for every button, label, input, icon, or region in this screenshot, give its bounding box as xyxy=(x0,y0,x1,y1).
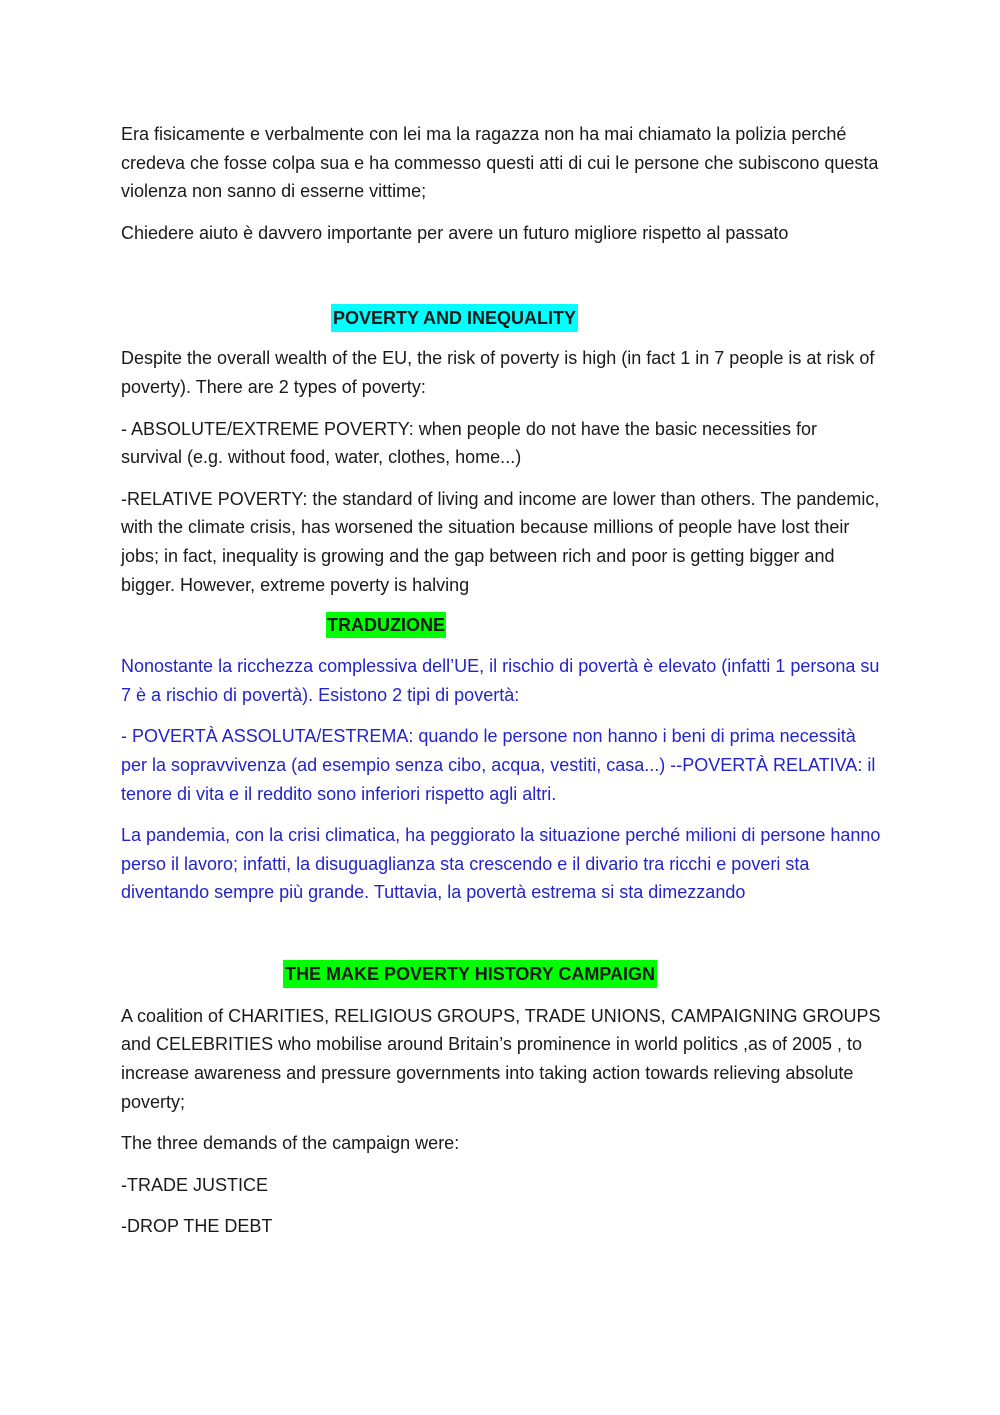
translation-heading xyxy=(121,612,881,638)
campaign-demand-2: -DROP THE DEBT xyxy=(121,1216,273,1237)
campaign-heading-text: THE MAKE POVERTY HISTORY CAMPAIGN xyxy=(283,960,657,988)
document-page xyxy=(121,120,881,1254)
campaign-paragraph-2: The three demands of the campaign were: xyxy=(121,1133,460,1154)
spacer xyxy=(121,260,881,304)
poverty-heading-text: POVERTY AND INEQUALITY xyxy=(331,304,578,332)
campaign-demand-1: -TRADE JUSTICE xyxy=(121,1174,269,1195)
translation-paragraph-1: Nonostante la ricchezza complessiva dell’UE, il rischio di povertà è elevato (infatti 1 persona su 7 è a rischio di povertà). Esistono 2 tipi di povertà: xyxy=(121,656,880,705)
poverty-paragraph-1: Despite the overall wealth of the EU, the risk of poverty is high (in fact 1 in 7 people is at risk of poverty). There are 2 types of poverty: xyxy=(121,348,875,397)
translation-paragraph-2: - POVERTÀ ASSOLUTA/ESTREMA: quando le persone non hanno i beni di prima necessità per la sopravvivenza (ad esempio senza cibo, acqua, vestiti, casa...) --POVERTÀ RELATIVA: il tenore di vita e il reddito sono inferiori rispetto agli altri. xyxy=(121,726,876,804)
campaign-paragraph-1: A coalition of CHARITIES, RELIGIOUS GROUPS, TRADE UNIONS, CAMPAIGNING GROUPS and CELEBRITIES who mobilise around Britain’s prominence in world politics ,as of 2005 , to increase awareness and pressure governments into taking action towards relieving absolute poverty; xyxy=(121,1005,881,1112)
poverty-paragraph-3: -RELATIVE POVERTY: the standard of living and income are lower than others. The pandemic, with the climate crisis, has worsened the situation because millions of people have lost their jobs; in fact, inequality is growing and the gap between rich and poor is getting bigger and bigger. However, extreme poverty is halving xyxy=(121,488,880,595)
translation-heading-text: TRADUZIONE xyxy=(326,612,446,638)
poverty-heading xyxy=(121,304,881,332)
intro-paragraph-2: Chiedere aiuto è davvero importante per avere un futuro migliore rispetto al passato xyxy=(121,222,789,243)
poverty-paragraph-2: - ABSOLUTE/EXTREME POVERTY: when people do not have the basic necessities for survival (e.g. without food, water, clothes, home...) xyxy=(121,418,818,468)
spacer xyxy=(121,920,881,960)
translation-paragraph-3: La pandemia, con la crisi climatica, ha peggiorato la situazione perché milioni di persone hanno perso il lavoro; infatti, la disuguaglianza sta crescendo e il divario tra ricchi e poveri sta diventando sempre più grande. Tuttavia, la povertà estrema si sta dimezzando xyxy=(121,825,881,903)
intro-paragraph-1: Era fisicamente e verbalmente con lei ma la ragazza non ha mai chiamato la polizia perché credeva che fosse colpa sua e ha commesso questi atti di cui le persone che subiscono questa violenza non sanno di esserne vittime; xyxy=(121,124,879,202)
campaign-heading xyxy=(121,960,881,988)
